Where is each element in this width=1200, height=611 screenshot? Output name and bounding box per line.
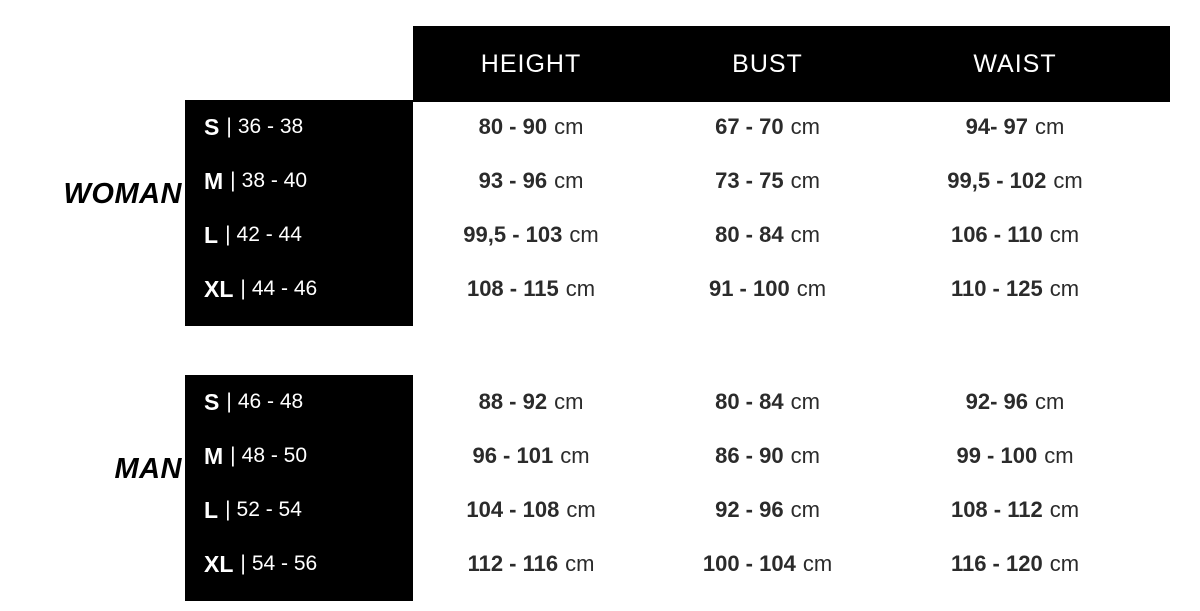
size-label [185,262,413,316]
measurement-height [413,537,649,591]
measurement-value: 80 - 84 [715,389,784,414]
measurement-unit: cm [569,222,599,247]
measurement-value: 88 - 92 [478,389,548,414]
measurement-bust [649,429,886,483]
size-label [185,375,413,429]
measurement-unit: cm [560,443,590,468]
measurement-height [413,483,649,537]
size-label [185,154,413,208]
size-code: S [204,388,220,415]
measurement-value: 99 - 100 [956,443,1038,468]
measurement-unit: cm [790,443,820,468]
measurement-value: 116 - 120 [950,551,1043,576]
measurement-value: 92 - 96 [715,497,784,522]
size-separator: | [225,498,231,521]
table-header-band [413,26,1170,102]
measurement-value: 99,5 - 103 [463,222,563,247]
measurement-value: 94- 97 [965,114,1029,139]
measurement-value: 92- 96 [965,389,1029,414]
measurement-unit: cm [554,114,584,139]
column-header-bust: BUST [732,49,803,78]
size-label [185,100,413,154]
measurement-unit: cm [1035,389,1065,414]
measurement-unit: cm [790,389,820,414]
measurement-waist [886,154,1144,208]
size-range: 54 - 56 [251,552,318,575]
measurement-height [413,100,649,154]
size-label [185,537,413,591]
measurement-unit: cm [790,222,820,247]
measurement-unit: cm [790,168,820,193]
measurement-unit: cm [802,551,833,576]
measurement-waist [886,483,1144,537]
measurement-waist [886,100,1144,154]
measurement-value: 110 - 125 [950,276,1043,301]
measurement-value: 73 - 75 [715,168,784,193]
size-code: S [204,113,220,140]
size-separator: | [240,277,246,300]
measurement-value: 112 - 116 [467,551,559,576]
measurement-unit: cm [790,497,820,522]
measurement-value: 93 - 96 [478,168,548,193]
measurement-unit: cm [1049,222,1080,247]
measurement-bust [649,375,886,429]
measurement-value: 108 - 112 [950,497,1043,522]
measurement-unit: cm [1049,497,1080,522]
size-code: M [204,167,224,194]
column-header-waist: WAIST [973,49,1057,78]
measurement-height [413,429,649,483]
measurement-unit: cm [565,551,595,576]
measurement-bust [649,208,886,262]
measurement-value: 99,5 - 102 [947,168,1047,193]
size-code: XL [204,275,234,302]
measurement-bust [649,154,886,208]
measurement-unit: cm [1049,551,1080,576]
size-label [185,483,413,537]
measurement-waist [886,208,1144,262]
size-range: 44 - 46 [251,277,318,300]
measurement-unit: cm [790,114,820,139]
size-separator: | [226,390,232,413]
measurement-value: 104 - 108 [466,497,560,522]
group-label-woman: WOMAN [63,178,182,210]
measurement-value: 67 - 70 [715,114,784,139]
measurement-value: 100 - 104 [702,551,796,576]
measurement-value: 80 - 90 [478,114,548,139]
measurement-bust [649,100,886,154]
measurement-unit: cm [554,389,584,414]
size-code: L [204,221,219,248]
group-label-man: MAN [114,453,182,485]
measurement-unit: cm [554,168,584,193]
measurement-waist [886,429,1144,483]
measurement-value: 86 - 90 [715,443,784,468]
measurement-bust [649,483,886,537]
measurement-unit: cm [566,497,596,522]
size-range: 36 - 38 [237,115,304,138]
column-header-height: HEIGHT [480,49,582,78]
size-separator: | [240,552,246,575]
measurement-unit: cm [1035,114,1065,139]
size-code: XL [204,550,234,577]
measurement-value: 96 - 101 [472,443,554,468]
measurement-unit: cm [565,276,596,301]
measurement-bust [649,262,886,316]
size-range: 52 - 54 [236,498,302,521]
size-range: 48 - 50 [241,444,308,467]
measurement-unit: cm [1044,443,1074,468]
measurement-unit: cm [1049,276,1080,301]
size-range: 46 - 48 [237,390,304,413]
size-separator: | [230,169,236,192]
measurement-value: 91 - 100 [708,276,790,301]
measurement-height [413,208,649,262]
size-range: 38 - 40 [241,169,308,192]
size-code: L [204,496,219,523]
measurement-waist [886,375,1144,429]
measurement-waist [886,262,1144,316]
measurement-unit: cm [796,276,827,301]
measurement-value: 80 - 84 [715,222,784,247]
measurement-unit: cm [1053,168,1083,193]
measurement-waist [886,537,1144,591]
measurement-height [413,154,649,208]
measurement-bust [649,537,886,591]
measurement-value: 108 - 115 [466,276,559,301]
size-label [185,429,413,483]
size-code: M [204,442,224,469]
measurement-height [413,262,649,316]
size-separator: | [230,444,236,467]
size-range: 42 - 44 [236,223,302,246]
size-separator: | [226,115,232,138]
size-separator: | [225,223,231,246]
measurement-value: 106 - 110 [950,222,1043,247]
size-label [185,208,413,262]
measurement-height [413,375,649,429]
